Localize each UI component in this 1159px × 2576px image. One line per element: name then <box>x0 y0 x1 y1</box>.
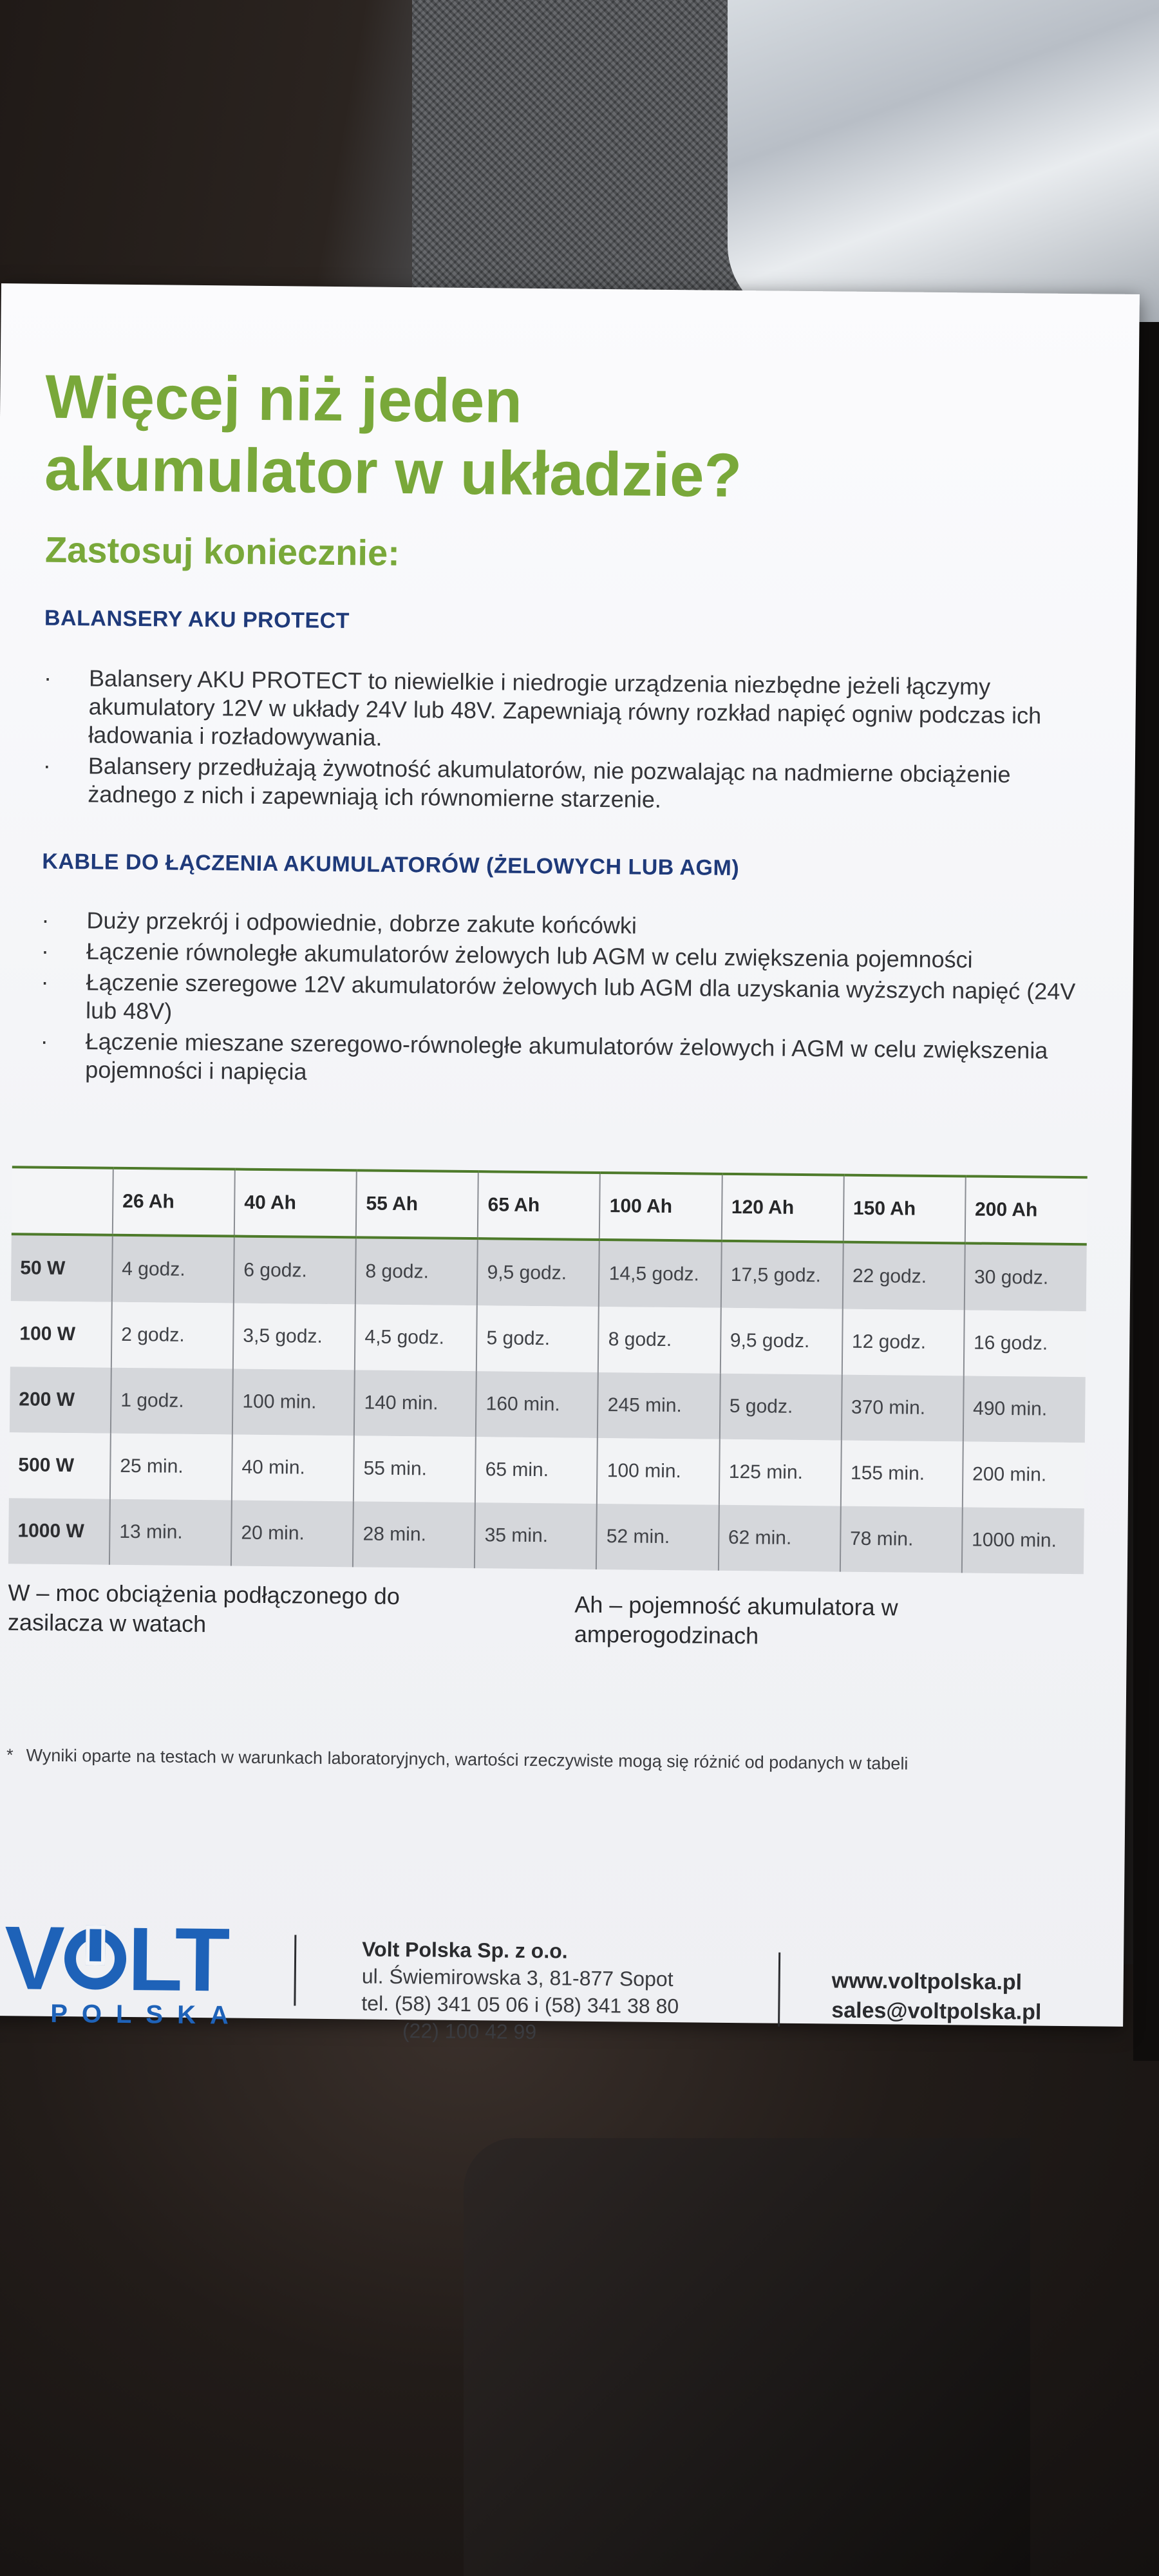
company-name: Volt Polska Sp. z o.o. <box>362 1937 568 1963</box>
table-cell: 125 min. <box>719 1439 841 1506</box>
table-cell: 4 godz. <box>112 1235 234 1303</box>
table-header-row <box>12 1167 1088 1244</box>
table-cell: 30 godz. <box>965 1243 1087 1311</box>
list-item <box>42 752 1099 819</box>
leaflet-page <box>0 283 1140 2044</box>
subheadline: Zastosuj koniecznie: <box>44 529 400 573</box>
table-header-cell: 100 Ah <box>599 1173 722 1241</box>
company-phone: tel. (58) 341 05 06 i (58) 341 38 80 <box>361 1991 679 2018</box>
legend-amp-hours: Ah – pojemność akumulatora w amperogodzinach <box>574 1591 898 1649</box>
legend-watts: W – moc obciążenia podłączonego do zasilacza w watach <box>7 1579 400 1638</box>
table-cell: 20 min. <box>231 1501 353 1567</box>
table-cell: 1 godz. <box>111 1368 233 1435</box>
footnote-mark: * <box>6 1745 14 1765</box>
table-cell: 22 godz. <box>842 1242 965 1311</box>
table-cell: 28 min. <box>353 1501 475 1568</box>
table-header-cell: 120 Ah <box>721 1174 843 1242</box>
runtime-table-grid <box>8 1166 1088 1574</box>
bullet-mark: · <box>41 968 49 995</box>
table-cell: 16 godz. <box>964 1310 1086 1377</box>
table-cell: 65 min. <box>475 1437 598 1504</box>
bullet-text: Balansery AKU PROTECT to niewielkie i niedrogie urządzenia niezbędne jeżeli łączymy akumulatory 12V w układy 24V lub 48V. Zapewniają równy rozkład napięć ogniw podczas ich ładowania i rozładowywania. <box>88 665 1042 751</box>
section-title-balancers: BALANSERY AKU PROTECT <box>44 605 350 634</box>
table-cell: 52 min. <box>596 1504 719 1571</box>
table-cell: 25 min. <box>110 1434 232 1501</box>
logo-letter-v: V <box>4 1907 64 2009</box>
table-header-cell: 40 Ah <box>234 1170 357 1238</box>
logo-wordmark <box>4 1907 249 2011</box>
bullet-text: Balansery przedłużają żywotność akumulatorów, nie pozwalając na nadmierne obciążenie żadnego z nich i zapewniają ich równomierne starzenie. <box>88 752 1011 813</box>
section-title-cables: KABLE DO ŁĄCZENIA AKUMULATORÓW (ŻELOWYCH LUB AGM) <box>42 849 740 881</box>
table-cell: 14,5 godz. <box>599 1240 721 1308</box>
bullet-text: Duży przekrój i odpowiednie, dobrze zakute końcówki <box>86 907 637 939</box>
table-row <box>9 1432 1085 1508</box>
table-cell: 8 godz. <box>598 1307 721 1374</box>
table-cell: 370 min. <box>842 1375 964 1442</box>
table-cell: 35 min. <box>475 1502 597 1569</box>
bullet-mark: · <box>41 906 50 933</box>
company-phone-2: (22) 100 42 99 <box>402 2019 537 2044</box>
table-row <box>10 1367 1086 1443</box>
footnote-text: Wyniki oparte na testach w warunkach laboratoryjnych, wartości rzeczywiste mogą się różnić od podanych w tabeli <box>26 1745 909 1774</box>
headline-line-2: akumulator w układzie? <box>44 434 742 511</box>
table-cell: 78 min. <box>840 1506 963 1573</box>
table-cell: 17,5 godz. <box>721 1241 843 1309</box>
list-item <box>40 1027 1084 1094</box>
background-fabric <box>412 0 773 303</box>
table-header-cell: 65 Ah <box>478 1171 600 1240</box>
table-row-label: 1000 W <box>8 1498 110 1565</box>
background-plastic-bag <box>728 0 1159 322</box>
table-cell: 12 godz. <box>842 1309 964 1376</box>
table-cell: 40 min. <box>232 1435 354 1502</box>
table-header-cell: 55 Ah <box>356 1170 478 1238</box>
headline <box>44 361 947 514</box>
footer-divider <box>778 1953 780 2027</box>
logo-letters-lt: LT <box>127 1908 229 2011</box>
headline-line-1: Więcej niż jeden <box>44 362 523 436</box>
power-icon <box>64 1927 127 1990</box>
list-item <box>41 968 1084 1035</box>
background-edge <box>1133 322 1159 2061</box>
table-row-label: 100 W <box>10 1301 112 1368</box>
table-cell: 100 min. <box>232 1369 355 1436</box>
table-cell: 4,5 godz. <box>355 1304 477 1371</box>
table-cell: 5 godz. <box>719 1374 842 1441</box>
table-cell: 55 min. <box>353 1435 476 1502</box>
footnote <box>6 1745 909 1774</box>
table-cell: 9,5 godz. <box>720 1308 842 1375</box>
table-row <box>8 1498 1084 1574</box>
background-fold <box>464 2138 1030 2576</box>
table-cell: 62 min. <box>718 1505 840 1572</box>
table-cell: 100 min. <box>597 1438 719 1505</box>
table-cell: 200 min. <box>963 1441 1085 1508</box>
company-address: ul. Świemirowska 3, 81-877 Sopot <box>361 1964 674 1991</box>
website-link[interactable]: www.voltpolska.pl <box>831 1968 1022 1995</box>
bullet-text: Łączenie mieszane szeregowo-równoległe akumulatorów żelowych i AGM w celu zwiększenia pojemności i napięcia <box>85 1028 1048 1085</box>
table-header-cell: 26 Ah <box>113 1168 235 1236</box>
table-row-label: 500 W <box>9 1432 111 1499</box>
table-cell: 490 min. <box>963 1376 1086 1443</box>
table-row-label: 200 W <box>10 1367 111 1434</box>
bullet-mark: · <box>40 1027 48 1054</box>
bullet-mark: · <box>43 664 52 691</box>
table-cell: 155 min. <box>841 1441 963 1508</box>
balancers-list <box>42 664 1100 821</box>
logo-subtitle: POLSKA <box>50 1999 243 2030</box>
table-cell: 9,5 godz. <box>477 1238 599 1307</box>
footer-divider <box>294 1935 296 2005</box>
company-info <box>361 1935 679 2047</box>
volt-polska-logo <box>4 1907 250 2044</box>
table-cell: 245 min. <box>598 1372 720 1439</box>
table-cell: 13 min. <box>109 1499 232 1566</box>
email-link[interactable]: sales@voltpolska.pl <box>831 1998 1042 2025</box>
table-cell: 8 godz. <box>355 1237 478 1305</box>
table-header-cell <box>12 1167 113 1235</box>
table-row <box>11 1234 1087 1311</box>
bullet-mark: · <box>41 937 50 964</box>
table-cell: 3,5 godz. <box>233 1303 355 1370</box>
bullet-mark: · <box>42 752 52 779</box>
runtime-table <box>8 1166 1088 1574</box>
table-header-cell: 150 Ah <box>843 1175 965 1244</box>
table-cell: 160 min. <box>476 1371 598 1438</box>
table-cell: 140 min. <box>354 1370 476 1437</box>
table-cell: 1000 min. <box>962 1507 1084 1574</box>
table-cell: 2 godz. <box>111 1302 234 1369</box>
table-cell: 5 godz. <box>476 1305 599 1372</box>
cables-list <box>40 906 1085 1097</box>
table-row-label: 50 W <box>11 1234 113 1302</box>
list-item <box>43 664 1100 759</box>
bullet-text: Łączenie szeregowe 12V akumulatorów żelowych lub AGM dla uzyskania wyższych napięć (24V lub 48V) <box>85 969 1076 1025</box>
table-header-cell: 200 Ah <box>965 1176 1088 1244</box>
table-cell: 6 godz. <box>234 1236 356 1305</box>
bullet-text: Łączenie równoległe akumulatorów żelowych lub AGM w celu zwiększenia pojemności <box>86 938 973 973</box>
table-row <box>10 1301 1086 1377</box>
contact-info <box>831 1966 1042 2027</box>
